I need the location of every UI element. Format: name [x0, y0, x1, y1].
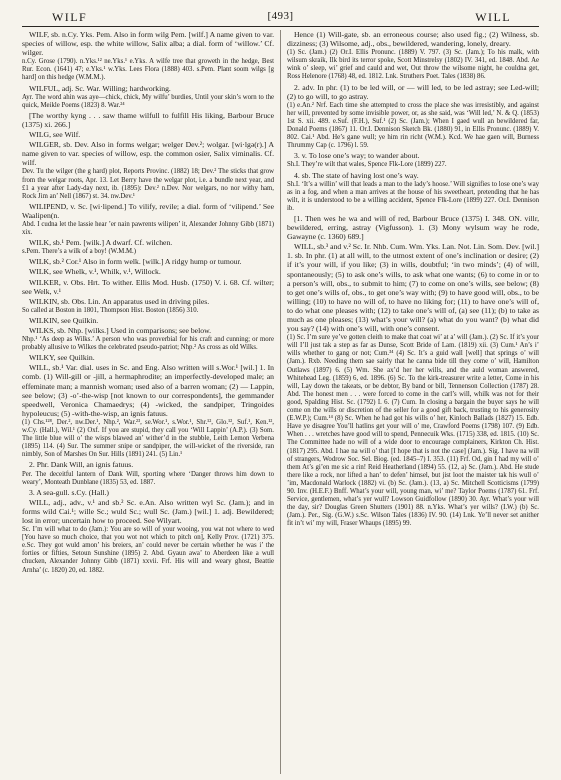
citation-paragraph: Sh.I. They’re wilt that wales, Spence Flk-Lore (1899) 227.	[287, 161, 447, 169]
entry-paragraph: WILIPEND, v. Sc. [wi·lipend.] To vilify, revile; a dial. form of ‘vilipend.’ See Waalipen(n.	[22, 201, 274, 220]
header-rule	[22, 26, 539, 27]
citation-paragraph: (1) Sc. (Jam.) (2) Or.I. Ellis Pronunc. (1889) V. 797. (3) Sc. (Jam.); To his malk, with wilsum skraik, Ilk bird its terror spoke, Scott Minstrelsy (1802) IV. 341, ed. 1848. Abd. Ae wink o’ sleep, wi’ grief and cauld and wet, Out throw the wilsome night, he couldna get, Ross Helenore (1768) 48, ed. 1812. Lnk. Struthers Poet. Tales (1838) 86.	[287, 49, 539, 81]
header-left-headword: WILF	[52, 10, 88, 24]
entry-paragraph: WILFUL, adj. Sc. War. Willing; hardworking.	[29, 83, 171, 93]
entry-paragraph: WILL, sb.¹ Var. dial. uses in Sc. and Eng. Also written will s.Wor.¹ [wil.] 1. In comb. (1) Will-gill or -jill, a hermaphrodite; an imperfectly-developed male; an effeminate man; a mannish woman; used also of a barren woman; (2) — Lappin, see below; (3) -o’-the-wisp [not known to our correspondents], the gemmander speedwell, Veronica Chamaedrys; (4) -wicked, the sandpiper, Tringoides hypoleucus; (5) -with-the-wisp, an ignis fatuus.	[22, 363, 274, 418]
header-right-headword: WILL	[475, 10, 511, 24]
entry-paragraph: WILG, see Wilf.	[29, 130, 81, 140]
citation-paragraph: (1) Sc. I’m sure ye’ve gotten cleith to make that coat wi’ at a’ will (Jam.). (2) Sc. If it’s your will I’ll just tak a step as far as Dunse, Scott Bride of Lam. (1819) xii. (3) Cum.¹ An’s i’ wills whether to gang or not; Cum.³⁴ (4) Sc. It’s a guid wall [well] that springs o’ will (Jam.). Rxb. Needing them sae sairly that he canna bide till they come o’ will, Hamilton Outlaws (1897) 6. (5) Wm. She ax’d her her wills, and the auld woman answered, Whitehead Leg. (1859) 6, ed. 1896. (6) Sc. To the kirk-treasurer write a letter, Come in his will, Lay down the takeats, or be debtor, By band or bill, Tennenson Collection (1787) 28. Abd. The honest men . . . were forced to come in the carl’s will, whilk was not for their good, Spalding Hist. Sc. (1792) I. 6. (7) Cum. In closing a bargain the buyer says he will come on the wills or discretion of the seller for a good gift back, trusting to his generosity (E.W.P.); Cum.¹⁴ (8) Sc. When he had got his wills o’ her, Kinloch Ballads (1827) 15. Edb. Have ye disagree You’ll hatlins get your will o’ me, Crawford Poems (1798) 107. (9) Edb. When . . . wretches have good will to spend, Pennecuik Wks. (1715) 338, ed. 1815. (10) Sc. The Committee hade no will of a wide door to encourage complainers, Kirkton Ch. Hist. (1817) 295. Abd. I hae na will o’ that [I hope that is not the case] (Jam.). Sig. I have na will of strangers, Wodrow Soc. Sel. Biog. (ed. 1845–7) I. 353. (11) Frf. Od, gin I had my will o’ them At’s gi’en me sic a rin! Reid Heatherland (1894) 55. (12, a) Sc. (Jam.). Abd. He stude there like a rock, nor lifted a han’ to defen’ himsel, but jist loot the maister tak his wull o’ ’im, Macdonald Warlock (1882) vi. (b) Sc. (Jam.). (13, a) Sc. Mitchell Scotticisms (1799) 90. Inv. (H.E.F.) Bnff. What’s your will, young man, wi’ me? Taylor Poems (1787) 61. Frf. Service, gentlemen, what’s yer wull? Lowson Guidfollow (1890) 30. Ayr. What’s your will the day, sir? Douglas Green Shutters (1901) 88. n.Yks. What’s yer wills? (I.W.) (b) Sc. (Jam.). Per., Sig. (G.W.) s.Sc. Wilson Tales (1836) IV. 90. (14) Lnk. Ye’ll never set anither fit in’t wi’ my will, Fraser Whaups (1895) 99.	[287, 334, 539, 528]
entry-paragraph: WILKIN, see Quilkin.	[29, 315, 99, 325]
entry-paragraph: 2. adv. In phr. (1) to be led will, or — will led, to be led astray; see Led-will; (2) to go will, to go astray.	[287, 82, 539, 101]
entry-paragraph: 3. A sea-gull. s.Cy. (Hall.)	[29, 487, 109, 497]
right-column	[287, 30, 539, 774]
entry-paragraph: 3. v. To lose one’s way; to wander about.	[294, 151, 420, 161]
left-column	[22, 30, 274, 774]
entry-paragraph: Hence (1) Will-gate, sb. an erroneous course; also used fig.; (2) Wilness, sb. dizziness; (3) Wilsome, adj., obs., bewildered, wandering, lonely, dreary.	[287, 30, 539, 49]
entry-paragraph: WILF, sb. n.Cy. Yks. Pem. Also in form wilg Pem. [wilf.] A name given to var. species of willow, esp. the white willow, Salix alba; a dial. form of ‘willow.’ Cf. wilger.	[22, 30, 274, 58]
citation-paragraph: So called at Boston in 1801, Thompson Hist. Boston (1856) 310.	[22, 306, 199, 314]
column-divider	[280, 30, 281, 774]
entry-paragraph: WILKER, v. Obs. Hrt. To wither. Ellis Mod. Husb. (1750) V. i. 68. Cf. wilter; see Welk, v.¹	[22, 277, 274, 296]
citation-paragraph: Per. The deceitful lantern of Dank Will, sporting where ‘Danger throws him down to weary’, Monteath Dunblane (1835) 53, ed. 1887.	[22, 470, 274, 486]
entry-paragraph: WILK, sb.² Cor.¹ Also in form welk. [wilk.] A ridgy hump or tumour.	[29, 257, 242, 267]
citation-paragraph: n.Cy. Grose (1790). n.Yks.¹² ne.Yks.¹ e.Yks. A wilfe tree that groweth in the hedge, Best Rur. Econ. (1641) 47; e.Yks.¹ w.Yks. Lees Flora (1888) 403. s.Pem. Plant soom wilgs [g hard] on this hedge (W.M.M.).	[22, 58, 274, 82]
citation-paragraph: Ayr. The word ahin was aye—chick, chick, My wilfu’ burdies, Until your skin’s worn to the quick, Meikle Poems (1823) 8. War.²⁴	[22, 93, 274, 109]
entry-paragraph: WILGER, sb. Dev. Also in forms welgar; welger Dev.²; wolgar. [wi·lgə(r).] A name given to var. species of willow, esp. the common osier, Salix viminalis. Cf. wilf.	[22, 140, 274, 168]
citation-paragraph: (1) Chs.¹²⁸, Der.², nw.Der.¹, Nhp.², War.²³, se.Wor.¹, s.Wor.¹, Shr.¹², Glo.¹², Suf.¹, Ken.¹², w.Cy. (Hall.), Wil.¹ (2) Oxf. If you are stupid, they call you ‘Will Lappin’ (A.P.). (3) Som. The little blue will o’ the wisps blawed an’ wither’d in the stubble, Leith Lemon Verbena (1895) 114. (4) Sur. The summer snipe or sandpiper, the will-wicket of the riverside, ran nimbly, Son of Marshes On Sur. Hills (1891) 241. (5) Lin.¹	[22, 418, 274, 459]
citation-paragraph: Abd. I cudna let the lassie hear ’er nain pawrents wilipen’ it, Alexander Johnny Gibb (1871) xix.	[22, 220, 274, 237]
entry-paragraph: WILKY, see Quilkin.	[29, 353, 95, 363]
citation-paragraph: s.Pem. There’s a wilk of a boy! (W.M.M.)	[22, 248, 137, 256]
entry-paragraph: WILL, sb.³ and v.² Sc. Ir. Nhb. Cum. Wm. Yks. Lan. Not. Lin. Som. Dev. [wil.] 1. sb. In phr. (1) at all will, to the utmost extent of one’s inclination or desire; (2) if it’s your will, if you like; (3) in wills, doubtful; ‘in two minds’; (4) of will, spontaneously; (5) to ask one’s wills, to ask what one wants; (6) to come in or to a person’s will, obs., to submit to him; (7) to come on one’s wills, see below; (8) to get one’s wills of, obs., to get one’s way with; (9) to have good will, obs., to be willing; (10) to have no will of, to have no liking for; (11) to have one’s will of, to do what one pleases with; (12) to take one’s will of, (a) see (11); (b) to take as much as one pleases; (13) what’s your will? (a) what do you want? (b) what did you say? (14) with one’s will, with one’s consent.	[287, 242, 539, 334]
citation-paragraph: Sc. I’m will what to do (Jam.): You are so will of your wooing, you wat not where to wed [You have so much choice, that you wot not which to pitch on], Kelly Prov. (1721) 375. e.Sc. They got wuld amon’ his breiers, an’ could never be certain whether he was i’ the forties or fifties, Setoun Sunshine (1895) 2. Abd. Gyaun awa’ to Aberdeen like a wull chucken, Alexander Johnny Gibb (1871) xxvii. Frf. His will and weary ghost, Beattie Arnha’ (c. 1820) 20, ed. 1882.	[22, 526, 274, 574]
citation-paragraph: Sh.I. ‘It’s a willin’ will that leads a man to the lady’s hoose.’ Will signifies to lose one’s way as in a fog, and when a man arrives at the house of his sweetheart, pretending that he has wilt, it is understood to be a willing accident, Spence Flk-Lore (1899) 227. Or.I. Dennison ib.	[287, 180, 539, 212]
entry-paragraph: 2. Phr. Dank Will, an ignis fatuus.	[29, 460, 134, 470]
entry-paragraph: WILK, see Whelk, v.¹, Whilk, v.¹, Willock.	[29, 267, 161, 277]
citation-paragraph: Dev. Tu the wilger (the g hard) plot, Reports Provinc. (1882) 18; Dev.² The sticks that grow from the welgar roots, Apr. 13. Let Berry have the welgar plot, i.e. a bundle next year, and £1 a year after Lady-day next, ib. (1895): Dev.² n.Dev. Nor welgars, no nor withy ham, Rock Jim an’ Nell (1867) st. 34. nw.Dev.¹	[22, 168, 274, 200]
entry-paragraph: WILKIN, sb. Obs. Lin. An apparatus used in driving piles.	[29, 296, 210, 306]
entry-paragraph: WILK, sb.¹ Pem. [wilk.] A dwarf. Cf. wilchen.	[29, 238, 173, 248]
citation-paragraph: Nhp.¹ ‘As deep as Wilks.’ A person who was proverbial for his craft and cunning; or more probably allusive to Wilkes the celebrated pseudo-patriot; Nhp.² As cross as old Wilks.	[22, 336, 274, 352]
entry-paragraph: WILKS, sb. Nhp. [wilks.] Used in comparisons; see below.	[29, 326, 212, 335]
entry-paragraph: [The worthy kyng . . . saw thame wilfull to fulfill His liking, Barbour Bruce (1375) xi. 266.]	[22, 110, 274, 129]
page-number: [493]	[267, 10, 294, 22]
running-header	[22, 10, 539, 26]
entry-paragraph: 4. sb. The state of having lost one’s way.	[294, 170, 419, 180]
citation-paragraph: (1) e.An.² Nrf. Each time she attempted to cross the place she was irresistibly, and against her will, prevented by some invisible power, or, as she said, was ‘Will led,’ N. & Q. (1853) 1st S. xii. 489. e.Suf. (F.H.), Suf.¹ (2) Sc. (Jam.); When I gaed wull an bewildered far, Donald Poems (1867) 11. Or.I. Dennison Sketch Bk. (1880) 91, in Ellis Pronunc. (1889) V. 802. Cai.¹ Abd. He’s gane wull; ye him rin richt (W.M.). Kcd. We hae gaen will, Burness Thrummy Cap (c. 1796) l. 59.	[287, 101, 539, 150]
entry-paragraph: [1. Then wes he wa and will of red, Barbour Bruce (1375) I. 348. ON. villr, bewildered, erring, astray (Vigfusson). 1. (3) Mony wylsum way he rode, Gawayne (c. 1360) 689.]	[287, 213, 539, 242]
entry-paragraph: WILL, adj., adv., v.¹ and sb.² Sc. e.An. Also written wyl Sc. (Jam.); and in forms wild Cai.¹; wille Sc.; wuld Sc.; wull Sc. (Jam.) [wil.] 1. adj. Bewildered; lost in error; uncertain how to proceed. See Wilyart.	[22, 497, 274, 525]
